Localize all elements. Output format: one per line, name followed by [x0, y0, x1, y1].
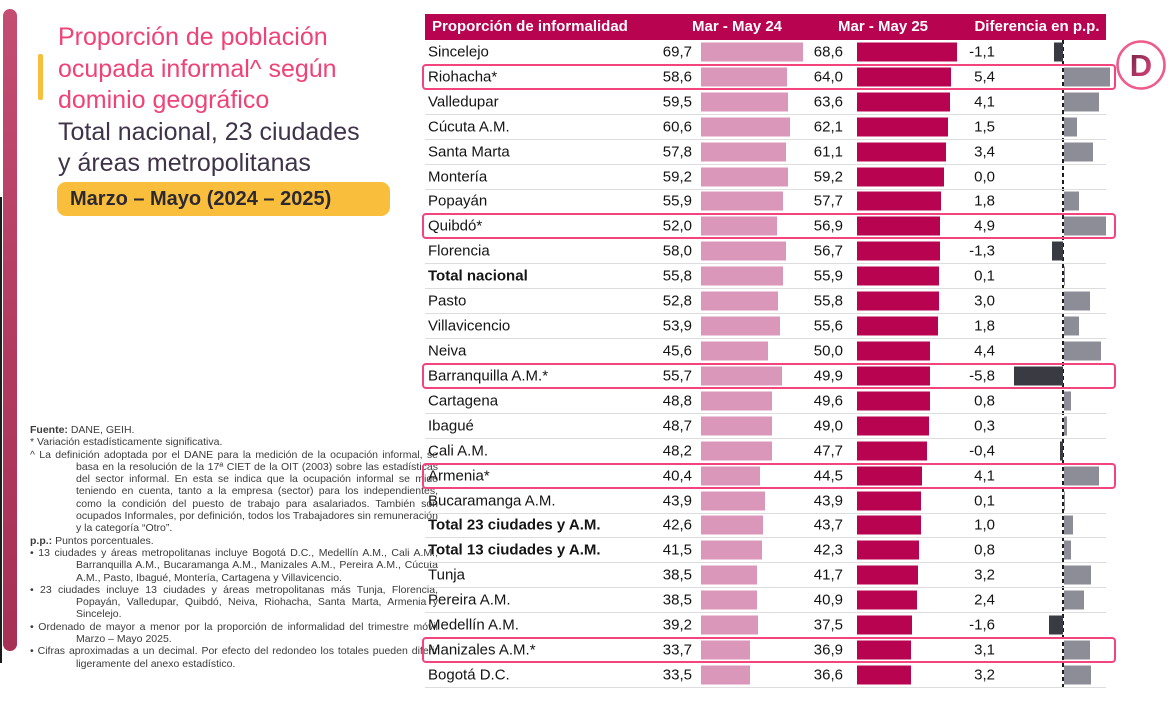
city-label: Valledupar	[428, 93, 499, 111]
table-row	[425, 165, 1106, 190]
bar-2025	[857, 292, 939, 311]
value-2025: 49,6	[813, 392, 843, 410]
value-2025: 68,6	[813, 43, 843, 61]
value-2024: 55,8	[662, 267, 692, 285]
value-diff: 3,2	[974, 566, 995, 584]
bar-2024	[701, 466, 760, 485]
city-label: Sincelejo	[428, 43, 489, 61]
value-2025: 42,3	[813, 541, 843, 559]
value-2024: 45,6	[662, 342, 692, 360]
diff-bar-positive	[1064, 267, 1065, 286]
bar-2025	[857, 92, 950, 111]
value-2025: 55,9	[813, 267, 843, 285]
city-label: Riohacha*	[428, 68, 498, 86]
diff-bar-negative	[1054, 42, 1063, 61]
city-label: Total 13 ciudades y A.M.	[428, 541, 601, 559]
value-2025: 49,0	[813, 417, 843, 435]
bar-2025	[857, 391, 930, 410]
table-row	[425, 663, 1106, 688]
city-label: Armenia*	[428, 467, 490, 485]
city-label: Tunja	[428, 566, 465, 584]
bar-2025	[857, 491, 921, 510]
bar-2024	[701, 366, 782, 385]
column-header-2025: Mar - May 25	[837, 18, 929, 35]
value-2025: 55,6	[813, 317, 843, 335]
city-label: Montería	[428, 168, 488, 186]
city-label: Neiva	[428, 342, 467, 360]
diff-bar-positive	[1064, 192, 1079, 211]
bar-2024	[701, 117, 790, 136]
value-diff: 3,0	[974, 292, 995, 310]
footnote: • 13 ciudades y áreas metropolitanas incluye Bogotá D.C., Medellín A.M., Cali A.M., Barranquilla A.M., Bucaramanga A.M., Manizales A.M., Pereira A.M., Cúcuta A.M., Pasto, Ibagué, Montería, Cartagena y Villavicencio.	[30, 546, 438, 584]
value-2024: 41,5	[662, 541, 692, 559]
value-2024: 58,0	[662, 242, 692, 260]
diff-bar-positive	[1064, 117, 1077, 136]
bar-2025	[857, 242, 940, 261]
bar-2025	[857, 441, 927, 460]
value-2024: 40,4	[662, 467, 692, 485]
svg-text:D: D	[1129, 48, 1153, 83]
value-2025: 40,9	[813, 591, 843, 609]
bar-2025	[857, 192, 941, 211]
value-2024: 43,9	[662, 492, 692, 510]
bar-2025	[857, 317, 938, 336]
value-2024: 42,6	[662, 516, 692, 534]
bar-2025	[857, 217, 940, 236]
bar-2024	[701, 292, 778, 311]
bar-2025	[857, 42, 957, 61]
page-title-line-2: ocupada informal^ según	[58, 54, 337, 83]
table-row	[425, 464, 1106, 489]
value-2025: 41,7	[813, 566, 843, 584]
bar-2024	[701, 491, 765, 510]
footnote: • 23 ciudades incluye 13 ciudades y áreas metropolitanas más Tunja, Florencia, Popayán, Valledupar, Quibdó, Neiva, Riohacha, Santa Marta, Armenia y Sincelejo.	[30, 583, 438, 621]
value-2025: 50,0	[813, 342, 843, 360]
city-label: Manizales A.M.*	[428, 641, 536, 659]
value-2024: 55,9	[662, 192, 692, 210]
table-row	[425, 563, 1106, 588]
value-diff: 3,1	[974, 641, 995, 659]
bar-2024	[701, 666, 750, 685]
bar-2025	[857, 541, 919, 560]
value-2025: 43,9	[813, 492, 843, 510]
city-label: Ibagué	[428, 417, 474, 435]
diff-bar-positive	[1064, 391, 1071, 410]
bar-2025	[857, 167, 944, 186]
value-2025: 64,0	[813, 68, 843, 86]
value-2025: 36,6	[813, 666, 843, 684]
bar-2024	[701, 616, 758, 635]
page-subtitle-line-1: Total nacional, 23 ciudades	[58, 117, 360, 146]
page-subtitle-line-2: y áreas metropolitanas	[58, 149, 311, 177]
diff-bar-positive	[1064, 342, 1101, 361]
diff-bar-positive	[1064, 466, 1099, 485]
table-row	[425, 90, 1106, 115]
value-2025: 59,2	[813, 168, 843, 186]
table-row	[425, 190, 1106, 215]
diff-bar-positive	[1064, 317, 1079, 336]
table-row	[425, 514, 1106, 539]
value-2024: 69,7	[662, 43, 692, 61]
value-2025: 37,5	[813, 616, 843, 634]
value-2025: 44,5	[813, 467, 843, 485]
value-diff: 1,8	[974, 317, 995, 335]
diff-bar-negative	[1014, 366, 1063, 385]
value-2025: 43,7	[813, 516, 843, 534]
value-2025: 63,6	[813, 93, 843, 111]
table-row	[425, 439, 1106, 464]
value-2024: 52,8	[662, 292, 692, 310]
diff-bar-positive	[1064, 516, 1073, 535]
title-accent-bar	[38, 54, 43, 100]
table-row	[425, 414, 1106, 439]
bar-2025	[857, 366, 930, 385]
bar-2024	[701, 142, 786, 161]
value-diff: 1,5	[974, 118, 995, 136]
page-edge-line	[0, 197, 2, 663]
value-2025: 36,9	[813, 641, 843, 659]
left-accent-bar	[3, 9, 17, 651]
bar-2024	[701, 541, 762, 560]
bar-2024	[701, 267, 783, 286]
diff-bar-positive	[1064, 217, 1106, 236]
diff-bar-positive	[1064, 566, 1091, 585]
diff-bar-positive	[1064, 491, 1065, 510]
bar-2025	[857, 342, 930, 361]
value-diff: 5,4	[974, 68, 995, 86]
value-2024: 59,5	[662, 93, 692, 111]
city-label: Pereira A.M.	[428, 591, 511, 609]
bar-2025	[857, 616, 912, 635]
bar-2025	[857, 641, 911, 660]
city-label: Pasto	[428, 292, 467, 310]
value-diff: 0,1	[974, 267, 995, 285]
bar-2024	[701, 441, 772, 460]
value-2025: 61,1	[813, 143, 843, 161]
city-label: Bogotá D.C.	[428, 666, 510, 684]
value-diff: 2,4	[974, 591, 995, 609]
value-2025: 56,9	[813, 217, 843, 235]
diff-bar-positive	[1064, 666, 1091, 685]
table-row	[425, 389, 1106, 414]
table-row	[425, 40, 1106, 65]
table-row	[425, 239, 1106, 264]
value-2025: 49,9	[813, 367, 843, 385]
value-2024: 53,9	[662, 317, 692, 335]
value-diff: -0,4	[969, 442, 995, 460]
bar-2024	[701, 591, 757, 610]
table-row	[425, 214, 1106, 239]
bar-2024	[701, 92, 788, 111]
table-row	[425, 314, 1106, 339]
bar-2024	[701, 516, 763, 535]
value-diff: 1,0	[974, 516, 995, 534]
value-2024: 52,0	[662, 217, 692, 235]
city-label: Villavicencio	[428, 317, 511, 335]
diff-bar-positive	[1064, 92, 1099, 111]
bar-2025	[857, 516, 921, 535]
footnote: • Cifras aproximadas a un decimal. Por efecto del redondeo los totales pueden diferir ligeramente del anexo estadístico.	[30, 645, 438, 670]
table-row	[425, 289, 1106, 314]
value-2024: 60,6	[662, 118, 692, 136]
table-row	[425, 115, 1106, 140]
city-label: Popayán	[428, 192, 488, 210]
value-diff: 4,4	[974, 342, 995, 360]
city-label: Florencia	[428, 242, 490, 260]
value-2024: 38,5	[662, 591, 692, 609]
value-diff: 0,0	[974, 168, 995, 186]
value-diff: 0,3	[974, 417, 995, 435]
bar-2024	[701, 342, 768, 361]
value-2024: 58,6	[662, 68, 692, 86]
value-2024: 33,7	[662, 641, 692, 659]
diff-bar-negative	[1052, 242, 1063, 261]
bar-2025	[857, 67, 951, 86]
city-label: Santa Marta	[428, 143, 510, 161]
bar-2024	[701, 192, 783, 211]
page-title-line-1: Proporción de población	[58, 23, 328, 51]
bar-2025	[857, 267, 939, 286]
bar-2024	[701, 167, 788, 186]
value-diff: -1,6	[969, 616, 995, 634]
diff-bar-positive	[1064, 142, 1093, 161]
footnote: Fuente: DANE, GEIH.	[30, 424, 135, 436]
value-2024: 33,5	[662, 666, 692, 684]
table-header	[425, 14, 1106, 40]
value-2024: 48,8	[662, 392, 692, 410]
footnote: * Variación estadísticamente significativa.	[30, 436, 223, 449]
value-diff: 0,8	[974, 541, 995, 559]
table-row	[425, 65, 1106, 90]
value-diff: -5,8	[969, 367, 995, 385]
footnotes-block	[30, 424, 438, 670]
bar-2025	[857, 591, 917, 610]
value-2024: 55,7	[662, 367, 692, 385]
diff-bar-positive	[1064, 591, 1084, 610]
bar-2025	[857, 566, 918, 585]
diff-bar-positive	[1064, 641, 1090, 660]
table-row	[425, 364, 1106, 389]
value-2024: 48,7	[662, 417, 692, 435]
table-row	[425, 489, 1106, 514]
column-header-category: Proporción de informalidad	[432, 18, 628, 35]
bar-2024	[701, 67, 787, 86]
diff-bar-positive	[1064, 292, 1090, 311]
city-label: Quibdó*	[428, 217, 483, 235]
city-label: Cali A.M.	[428, 442, 489, 460]
footnote: • Ordenado de mayor a menor por la proporción de informalidad del trimestre móvil Marzo – Mayo 2025.	[30, 620, 438, 646]
bar-2025	[857, 666, 911, 685]
bar-2024	[701, 416, 772, 435]
value-diff: -1,3	[969, 242, 995, 260]
bar-2024	[701, 566, 757, 585]
city-label: Cúcuta A.M.	[428, 118, 510, 136]
dane-logo-icon	[1114, 38, 1168, 92]
value-diff: -1,1	[969, 43, 995, 61]
table-row	[425, 339, 1106, 364]
bar-2025	[857, 466, 922, 485]
value-2024: 57,8	[662, 143, 692, 161]
diff-bar-negative	[1049, 616, 1063, 635]
bar-2024	[701, 641, 750, 660]
table-row	[425, 538, 1106, 563]
value-2025: 56,7	[813, 242, 843, 260]
bar-2025	[857, 142, 946, 161]
column-header-2024: Mar - May 24	[691, 18, 783, 35]
value-2024: 59,2	[662, 168, 692, 186]
value-2025: 62,1	[813, 118, 843, 136]
table-body	[425, 40, 1106, 688]
bar-2025	[857, 416, 929, 435]
table-row	[425, 140, 1106, 165]
bar-2024	[701, 42, 803, 61]
table-row	[425, 613, 1106, 638]
bar-2024	[701, 217, 777, 236]
table-row	[425, 638, 1106, 663]
diff-bar-positive	[1064, 416, 1067, 435]
value-2024: 48,2	[662, 442, 692, 460]
value-diff: 3,2	[974, 666, 995, 684]
value-2025: 47,7	[813, 442, 843, 460]
diff-bar-positive	[1064, 541, 1071, 560]
value-2024: 39,2	[662, 616, 692, 634]
city-label: Cartagena	[428, 392, 499, 410]
value-2024: 38,5	[662, 566, 692, 584]
diff-bar-negative	[1060, 441, 1063, 460]
title-block	[58, 22, 418, 180]
period-badge: Marzo – Mayo (2024 – 2025)	[57, 182, 390, 216]
value-diff: 4,1	[974, 467, 995, 485]
diff-bar-positive	[1064, 67, 1110, 86]
informality-table	[425, 14, 1106, 688]
value-2025: 55,8	[813, 292, 843, 310]
value-diff: 0,8	[974, 392, 995, 410]
city-label: Barranquilla A.M.*	[428, 367, 549, 385]
value-diff: 0,1	[974, 492, 995, 510]
city-label: Medellín A.M.	[428, 616, 519, 634]
bar-2025	[857, 117, 948, 136]
value-diff: 4,1	[974, 93, 995, 111]
value-2025: 57,7	[813, 192, 843, 210]
footnote: p.p.: Puntos porcentuales.	[30, 534, 154, 547]
bar-2024	[701, 391, 772, 410]
bar-2024	[701, 317, 780, 336]
table-row	[425, 264, 1106, 289]
value-diff: 4,9	[974, 217, 995, 235]
bar-2024	[701, 242, 786, 261]
column-header-diff: Diferencia en p.p.	[974, 18, 1100, 35]
city-label: Bucaramanga A.M.	[428, 492, 556, 510]
footnote: ^ La definición adoptada por el DANE para la medición de la ocupación informal, se basa en la resolución de la 17ª CIET de la OIT (2003) sobre las estadísticas del sector informal. En esta se indica que la ocupación informal se mide teniendo en cuenta, tanto a la empresa (sector) para los independientes, como la condición del puesto de trabajo para asalariados. También son ocupados Informales, por definición, todos los Trabajadores sin remuneración y la categoría “Otro”.	[30, 448, 438, 535]
city-label: Total nacional	[428, 267, 528, 285]
city-label: Total 23 ciudades y A.M.	[428, 516, 601, 534]
value-diff: 1,8	[974, 192, 995, 210]
table-row	[425, 588, 1106, 613]
value-diff: 3,4	[974, 143, 995, 161]
page-title-line-3: dominio geográfico	[58, 86, 270, 114]
